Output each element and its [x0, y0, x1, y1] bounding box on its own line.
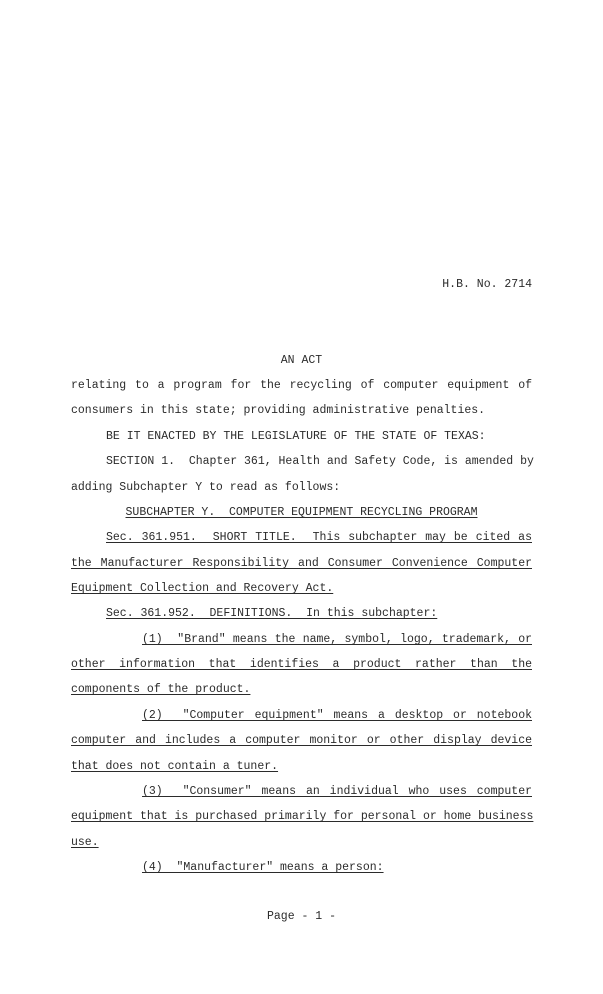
sec-951-line: Sec. 361.951. SHORT TITLE. This subchapter may be cited as — [106, 531, 532, 544]
definition-computer-equipment-line: computer and includes a computer monitor or other display device — [71, 734, 532, 747]
definition-consumer-line: equipment that is purchased primarily for personal or home business — [71, 810, 534, 823]
definition-computer-equipment-line: (2) "Computer equipment" means a desktop or notebook — [142, 709, 532, 722]
sec-952-heading: Sec. 361.952. DEFINITIONS. In this subchapter: — [106, 607, 438, 620]
definition-brand-line: other information that identifies a product rather than the — [71, 658, 532, 671]
enacting-clause: BE IT ENACTED BY THE LEGISLATURE OF THE STATE OF TEXAS: — [106, 430, 486, 443]
definition-brand-line: components of the product. — [71, 683, 251, 696]
page-number: Page - 1 - — [266, 910, 336, 923]
sec-951-line: the Manufacturer Responsibility and Consumer Convenience Computer — [71, 557, 532, 570]
act-title: AN ACT — [280, 354, 323, 367]
section-1-line: adding Subchapter Y to read as follows: — [71, 481, 341, 494]
definition-manufacturer-line: (4) "Manufacturer" means a person: — [142, 861, 384, 874]
section-1-line: SECTION 1. Chapter 361, Health and Safety Code, is amended by — [106, 455, 534, 468]
definition-brand-line: (1) "Brand" means the name, symbol, logo, trademark, or — [142, 633, 532, 646]
caption-line: consumers in this state; providing administrative penalties. — [71, 404, 486, 417]
bill-number: H.B. No. 2714 — [442, 278, 532, 291]
caption-line: relating to a program for the recycling of computer equipment of — [71, 379, 532, 392]
definition-computer-equipment-line: that does not contain a tuner. — [71, 760, 279, 773]
subchapter-heading: SUBCHAPTER Y. COMPUTER EQUIPMENT RECYCLING PROGRAM — [125, 506, 478, 519]
sec-951-line: Equipment Collection and Recovery Act. — [71, 582, 334, 595]
definition-consumer-line: use. — [71, 836, 99, 849]
definition-consumer-line: (3) "Consumer" means an individual who uses computer — [142, 785, 532, 798]
